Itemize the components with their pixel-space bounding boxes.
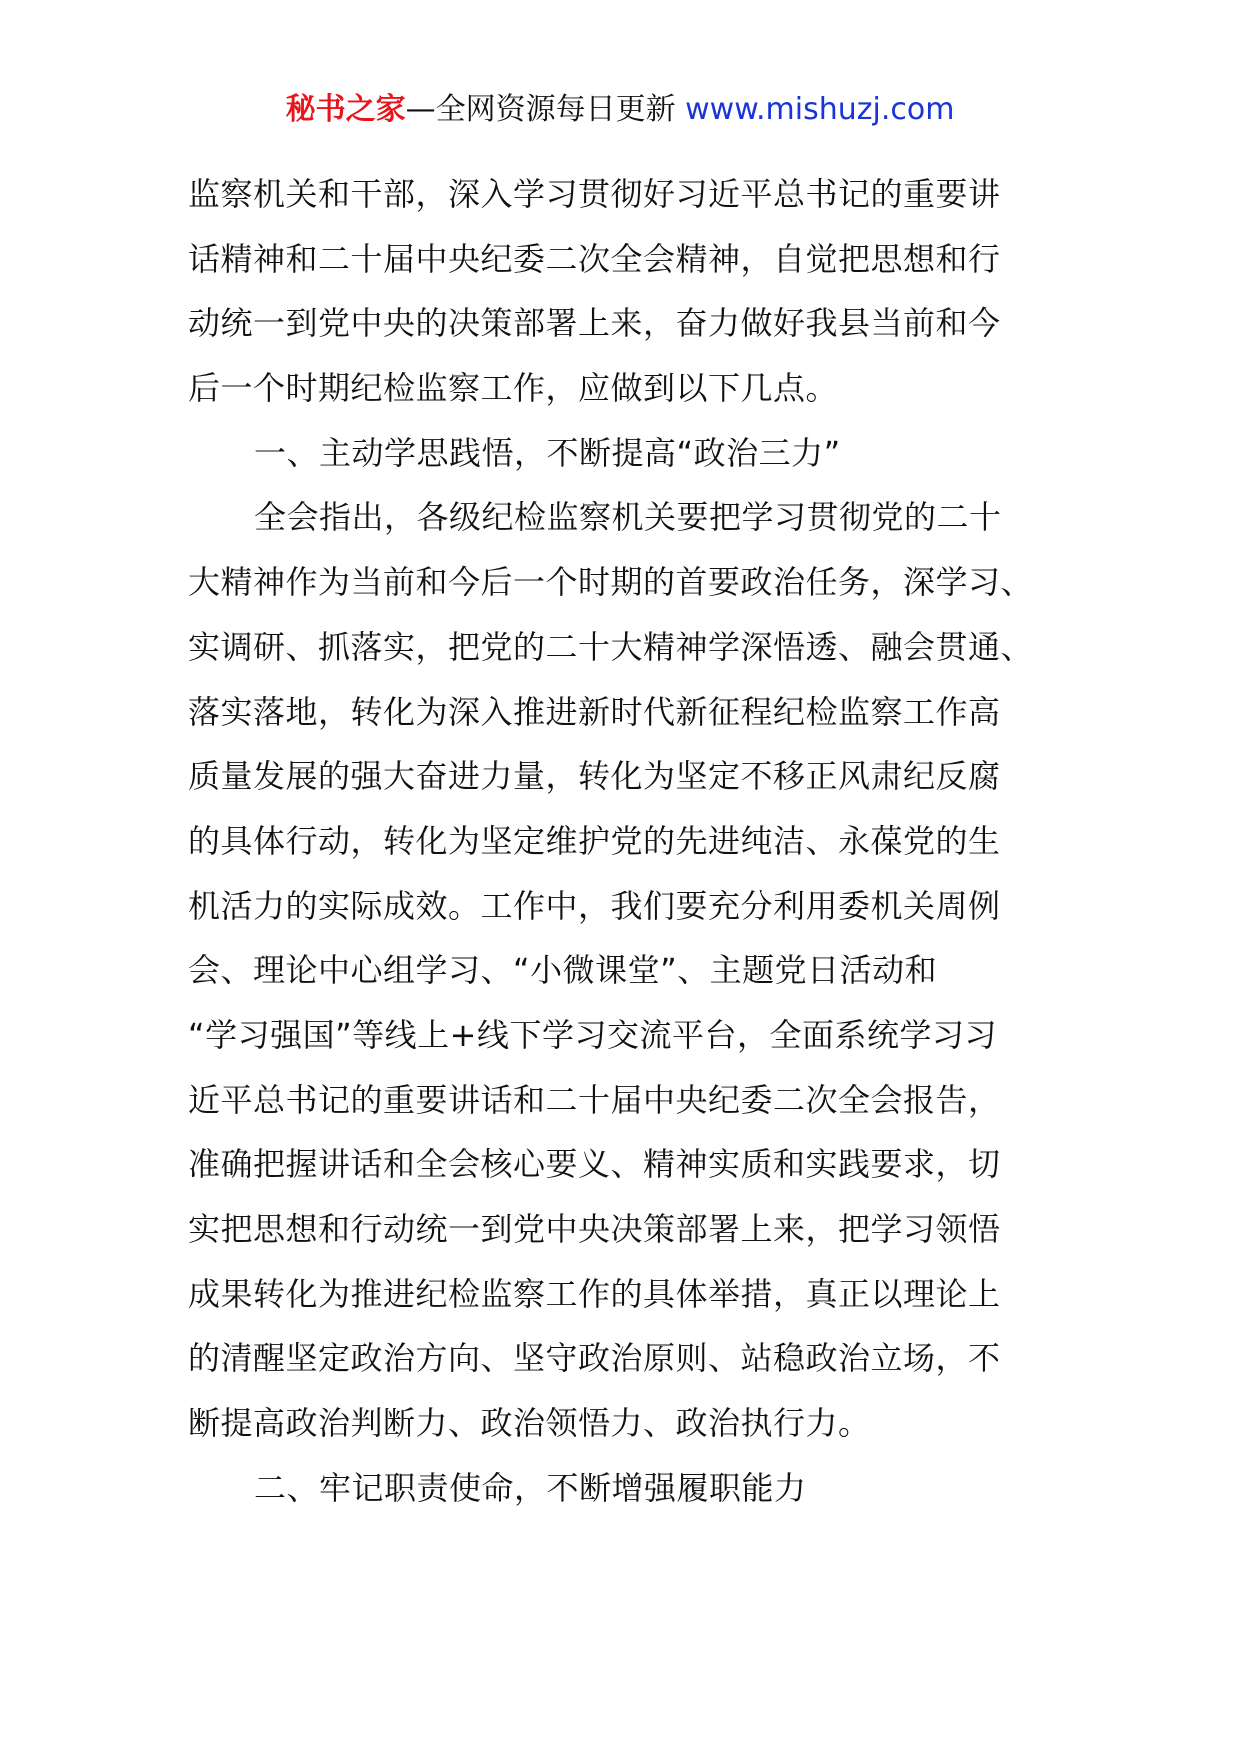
paragraph-line: 监察机关和干部，深入学习贯彻好习近平总书记的重要讲	[188, 175, 1001, 213]
paragraph-line: 实把思想和行动统一到党中央决策部署上来，把学习领悟	[188, 1210, 1001, 1248]
paragraph-line: 近平总书记的重要讲话和二十届中央纪委二次全会报告，	[188, 1080, 1001, 1119]
paragraph-line: 话精神和二十届中央纪委二次全会精神，自觉把思想和行	[188, 239, 1001, 278]
page-header	[0, 88, 1240, 132]
paragraph-line: 机活力的实际成效。工作中，我们要充分利用委机关周例	[188, 886, 1001, 925]
paragraph-line: 的具体行动，转化为坚定维护党的先进纯洁、永葆党的生	[188, 821, 1001, 860]
paragraph-line: 的清醒坚定政治方向、坚守政治原则、站稳政治立场，不	[188, 1339, 1001, 1378]
header-tagline: —全网资源每日更新	[405, 92, 676, 127]
paragraph-line: 大精神作为当前和今后一个时期的首要政治任务，深学习、	[188, 563, 1034, 602]
paragraph-line: 后一个时期纪检监察工作，应做到以下几点。	[188, 369, 839, 408]
paragraph-line: 全会指出，各级纪检监察机关要把学习贯彻党的二十	[254, 498, 1002, 537]
paragraph-line: 会、理论中心组学习、“小微课堂”、主题党日活动和	[188, 951, 938, 990]
document-body	[188, 162, 1068, 1520]
paragraph-line: 质量发展的强大奋进力量，转化为坚定不移正风肃纪反腐	[188, 757, 1001, 796]
paragraph-line: 断提高政治判断力、政治领悟力、政治执行力。	[188, 1404, 871, 1443]
paragraph-line: 动统一到党中央的决策部署上来，奋力做好我县当前和今	[188, 304, 1001, 343]
paragraph-line: “学习强国”等线上+线下学习交流平台，全面系统学习习	[188, 1015, 997, 1054]
brand-name: 秘书之家	[285, 92, 406, 127]
site-url-link[interactable]: www.mishuzj.com	[685, 92, 955, 127]
paragraph-line: 准确把握讲话和全会核心要义、精神实质和实践要求，切	[188, 1145, 1001, 1184]
section-heading-2: 二、牢记职责使命，不断增强履职能力	[254, 1468, 807, 1507]
paragraph-line: 实调研、抓落实，把党的二十大精神学深悟透、融会贯通、	[188, 627, 1034, 666]
paragraph-line: 落实落地，转化为深入推进新时代新征程纪检监察工作高	[188, 692, 1001, 731]
paragraph-line: 成果转化为推进纪检监察工作的具体举措，真正以理论上	[188, 1274, 1001, 1313]
section-heading-1: 一、主动学思践悟，不断提高“政治三力”	[254, 433, 841, 472]
